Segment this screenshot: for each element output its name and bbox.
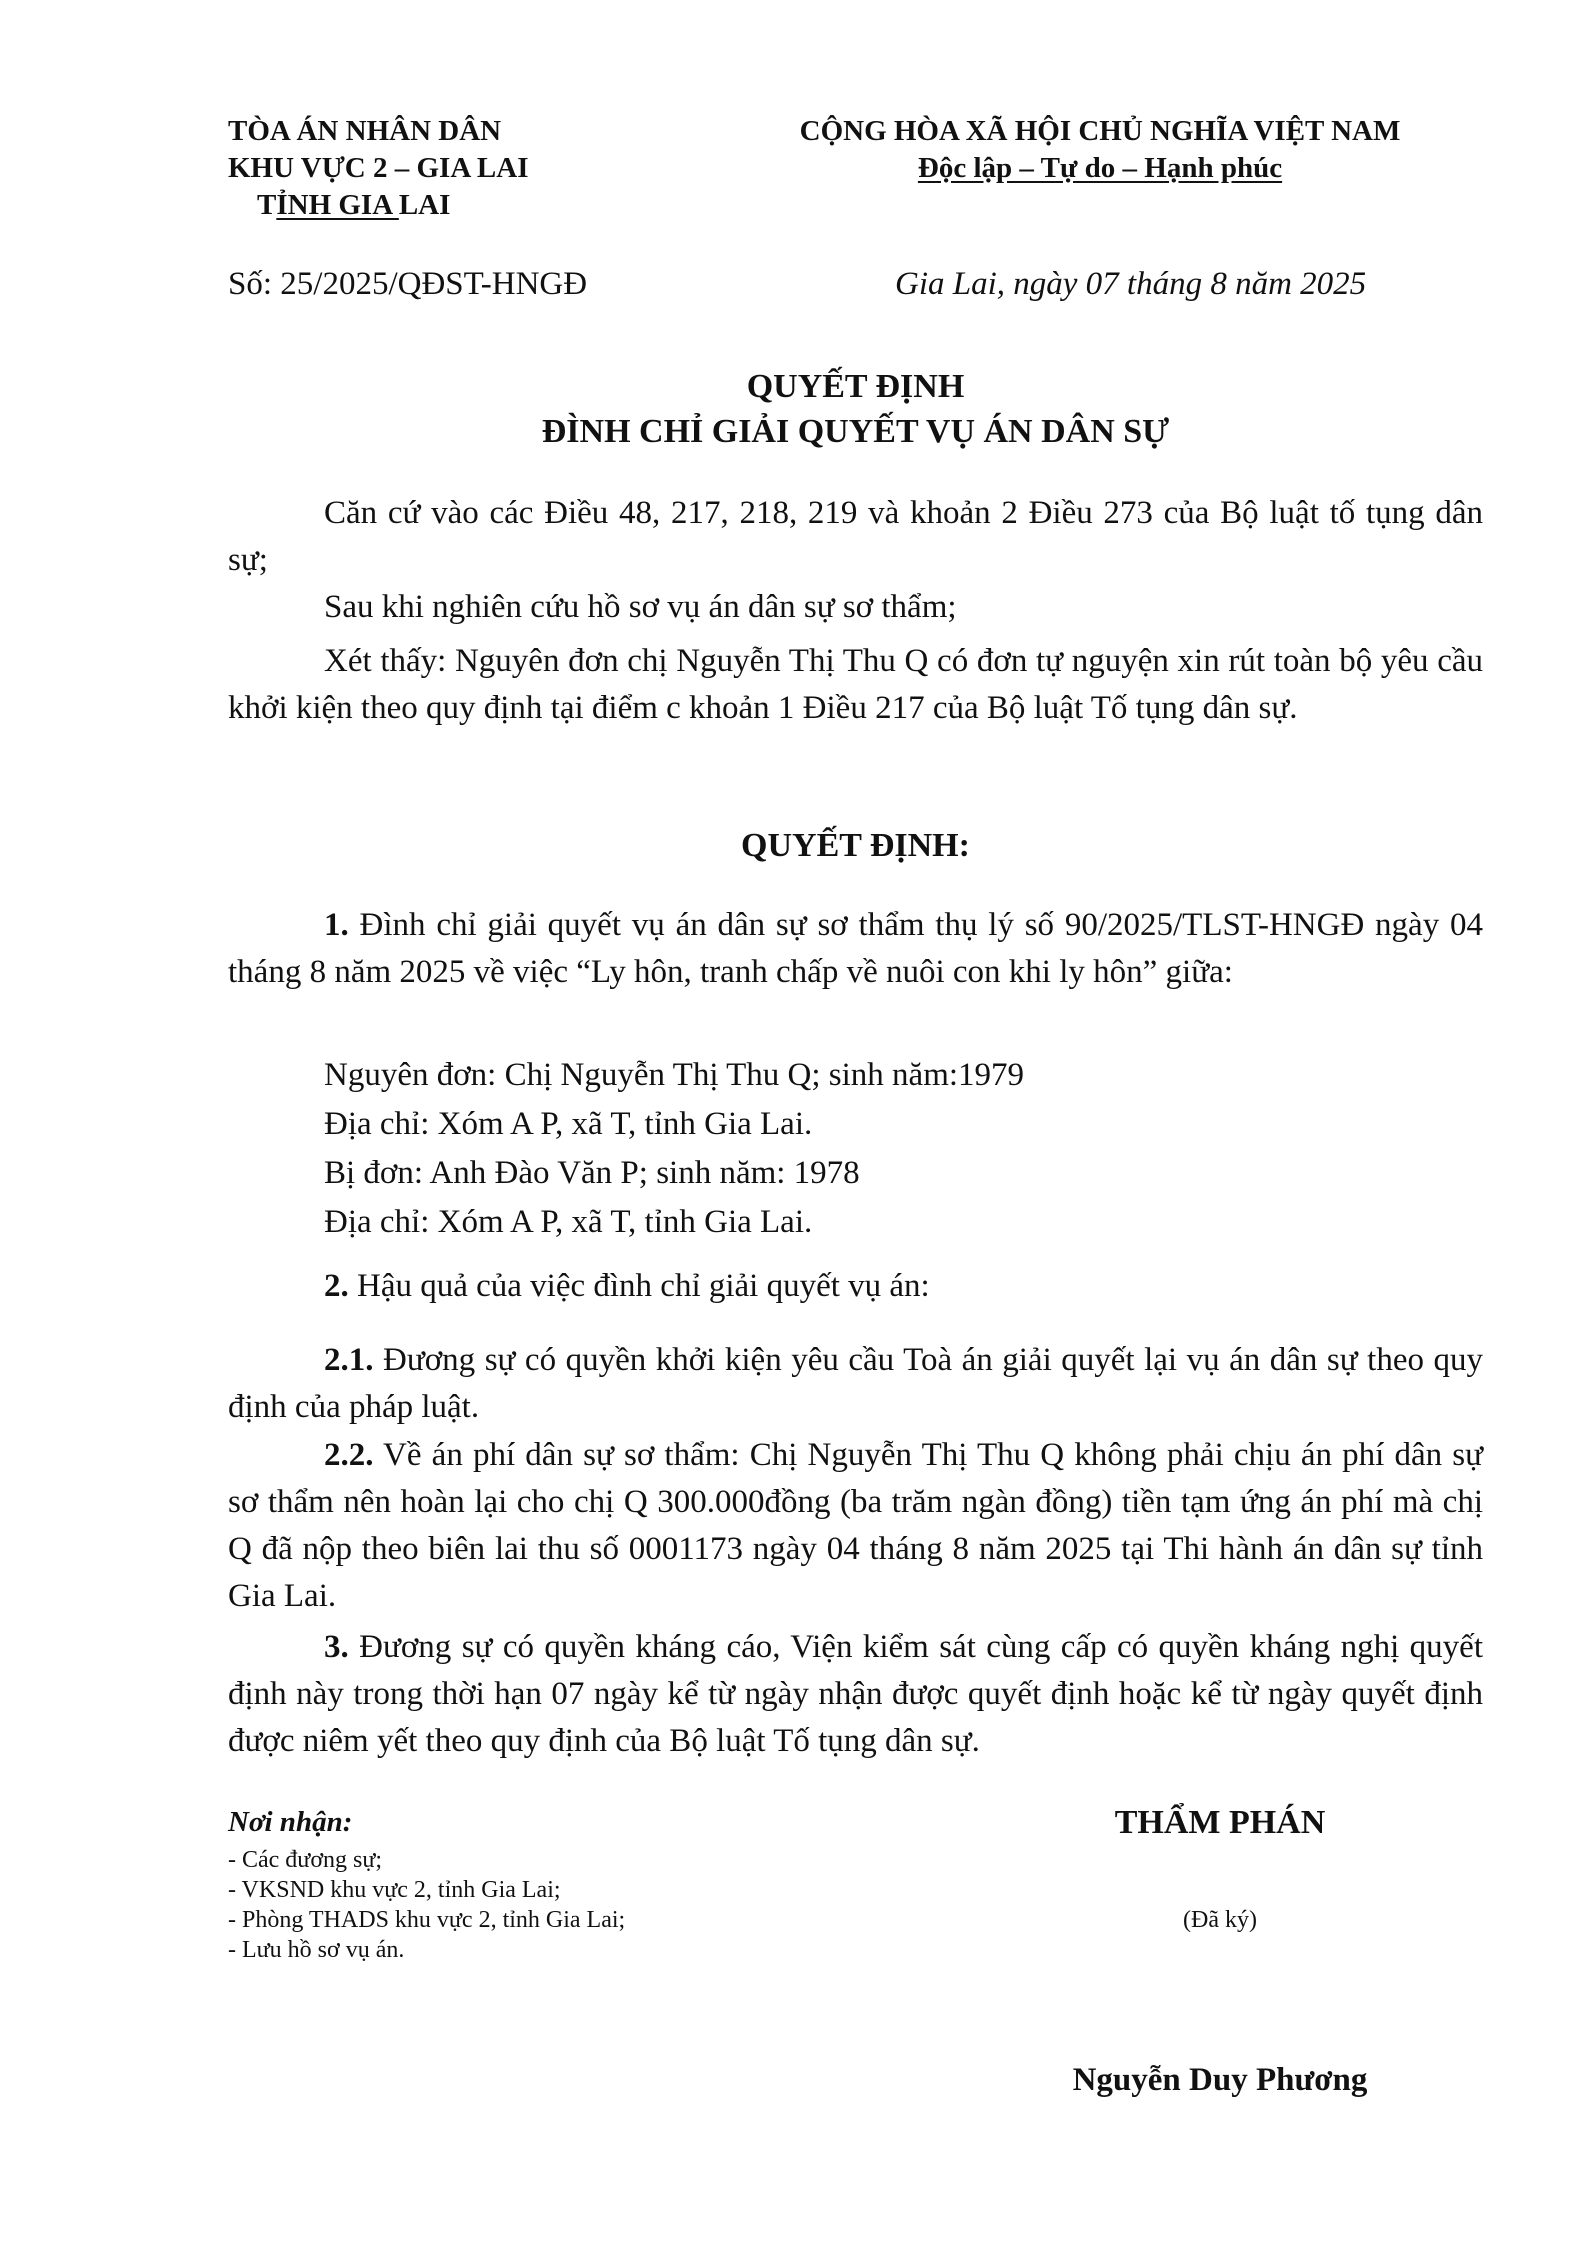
defendant-line: Bị đơn: Anh Đào Văn P; sinh năm: 1978: [324, 1155, 860, 1191]
decision-item-3: [228, 1624, 1483, 1765]
decision-item-2-1: [228, 1337, 1483, 1431]
item-2-2-number: 2.2.: [324, 1437, 374, 1473]
court-name: [228, 113, 529, 224]
item-3-number: 3.: [324, 1629, 349, 1665]
title-line2: ĐÌNH CHỈ GIẢI QUYẾT VỤ ÁN DÂN SỰ: [541, 413, 1170, 450]
signature-status: (Đã ký): [1183, 1907, 1257, 1933]
court-name-line3: [228, 187, 529, 224]
plaintiff-address: Địa chỉ: Xóm A P, xã T, tỉnh Gia Lai.: [324, 1106, 813, 1142]
recipient-item: - Lưu hồ sơ vụ án.: [228, 1937, 405, 1963]
signature-title: THẨM PHÁN: [1114, 1804, 1326, 1841]
decision-item-2: [228, 1263, 1483, 1310]
item-2-1-text: Đương sự có quyền khởi kiện yêu cầu Toà án giải quyết lại vụ án dân sự theo quy định của pháp luật.: [228, 1342, 1483, 1425]
document-title: [228, 364, 1483, 454]
defendant-address: Địa chỉ: Xóm A P, xã T, tỉnh Gia Lai.: [324, 1204, 813, 1240]
recipient-item: - Phòng THADS khu vực 2, tỉnh Gia Lai;: [228, 1907, 626, 1933]
decision-item-2-2: [228, 1432, 1483, 1620]
recipient-item: - Các đương sự;: [228, 1847, 383, 1873]
item-2-text: Hậu quả của việc đình chỉ giải quyết vụ án:: [348, 1268, 930, 1304]
court-name-line3-underlined: ỈNH GIA: [276, 189, 399, 221]
court-name-line1: TÒA ÁN NHÂN DÂN: [228, 115, 502, 147]
recipients-heading: Nơi nhận:: [228, 1806, 353, 1838]
review-paragraph: Sau khi nghiên cứu hồ sơ vụ án dân sự sơ thẩm;: [324, 589, 957, 625]
country-name: CỘNG HÒA XÃ HỘI CHỦ NGHĨA VIỆT NAM: [799, 115, 1401, 147]
item-3-text: Đương sự có quyền kháng cáo, Viện kiểm sát cùng cấp có quyền kháng nghị quyết định này trong thời hạn 07 ngày kể từ ngày nhận được quyết định hoặc kể từ ngày quyết định được niêm yết theo quy định của Bộ luật Tố tụng dân sự.: [228, 1629, 1483, 1759]
court-name-line2: KHU VỰC 2 – GIA LAI: [228, 152, 529, 184]
decision-item-1: [228, 902, 1483, 996]
consideration-paragraph: Xét thấy: Nguyên đơn chị Nguyễn Thị Thu Q có đơn tự nguyện xin rút toàn bộ yêu cầu khởi kiện theo quy định tại điểm c khoản 1 Điều 217 của Bộ luật Tố tụng dân sự.: [228, 643, 1483, 726]
court-name-line3-suffix: LAI: [398, 189, 451, 221]
title-line1: QUYẾT ĐỊNH: [746, 368, 965, 405]
national-header: [750, 113, 1450, 187]
item-1-text: Đình chỉ giải quyết vụ án dân sự sơ thẩm thụ lý số 90/2025/TLST-HNGĐ ngày 04 tháng 8 năm 2025 về việc “Ly hôn, tranh chấp về nuôi con khi ly hôn” giữa:: [228, 907, 1483, 990]
plaintiff-line: Nguyên đơn: Chị Nguyễn Thị Thu Q; sinh năm:1979: [324, 1057, 1025, 1093]
document-number: Số: 25/2025/QĐST-HNGĐ: [228, 266, 588, 302]
item-2-1-number: 2.1.: [324, 1342, 374, 1378]
item-2-2-text: Về án phí dân sự sơ thẩm: Chị Nguyễn Thị Thu Q không phải chịu án phí dân sự sơ thẩm nên hoàn lại cho chị Q 300.000đồng (ba trăm ngàn đồng) tiền tạm ứng án phí mà chị Q đã nộp theo biên lai thu số 0001173 ngày 04 tháng 8 năm 2025 tại Thi hành án dân sự tỉnh Gia Lai.: [228, 1437, 1483, 1614]
court-name-line3-prefix: T: [257, 189, 277, 221]
legal-basis-paragraph: Căn cứ vào các Điều 48, 217, 218, 219 và khoản 2 Điều 273 của Bộ luật tố tụng dân sự;: [228, 495, 1483, 578]
recipients-list: [228, 1845, 625, 1965]
item-1-number: 1.: [324, 907, 349, 943]
item-2-number: 2.: [324, 1268, 349, 1304]
judge-name: Nguyễn Duy Phương: [1072, 2062, 1368, 2098]
decision-heading: QUYẾT ĐỊNH:: [741, 827, 970, 864]
recipient-item: - VKSND khu vực 2, tỉnh Gia Lai;: [228, 1877, 561, 1903]
motto-text: Độc lập – Tự do – Hạnh phúc: [917, 152, 1283, 184]
motto: [750, 150, 1450, 187]
place-date: Gia Lai, ngày 07 tháng 8 năm 2025: [895, 266, 1367, 302]
